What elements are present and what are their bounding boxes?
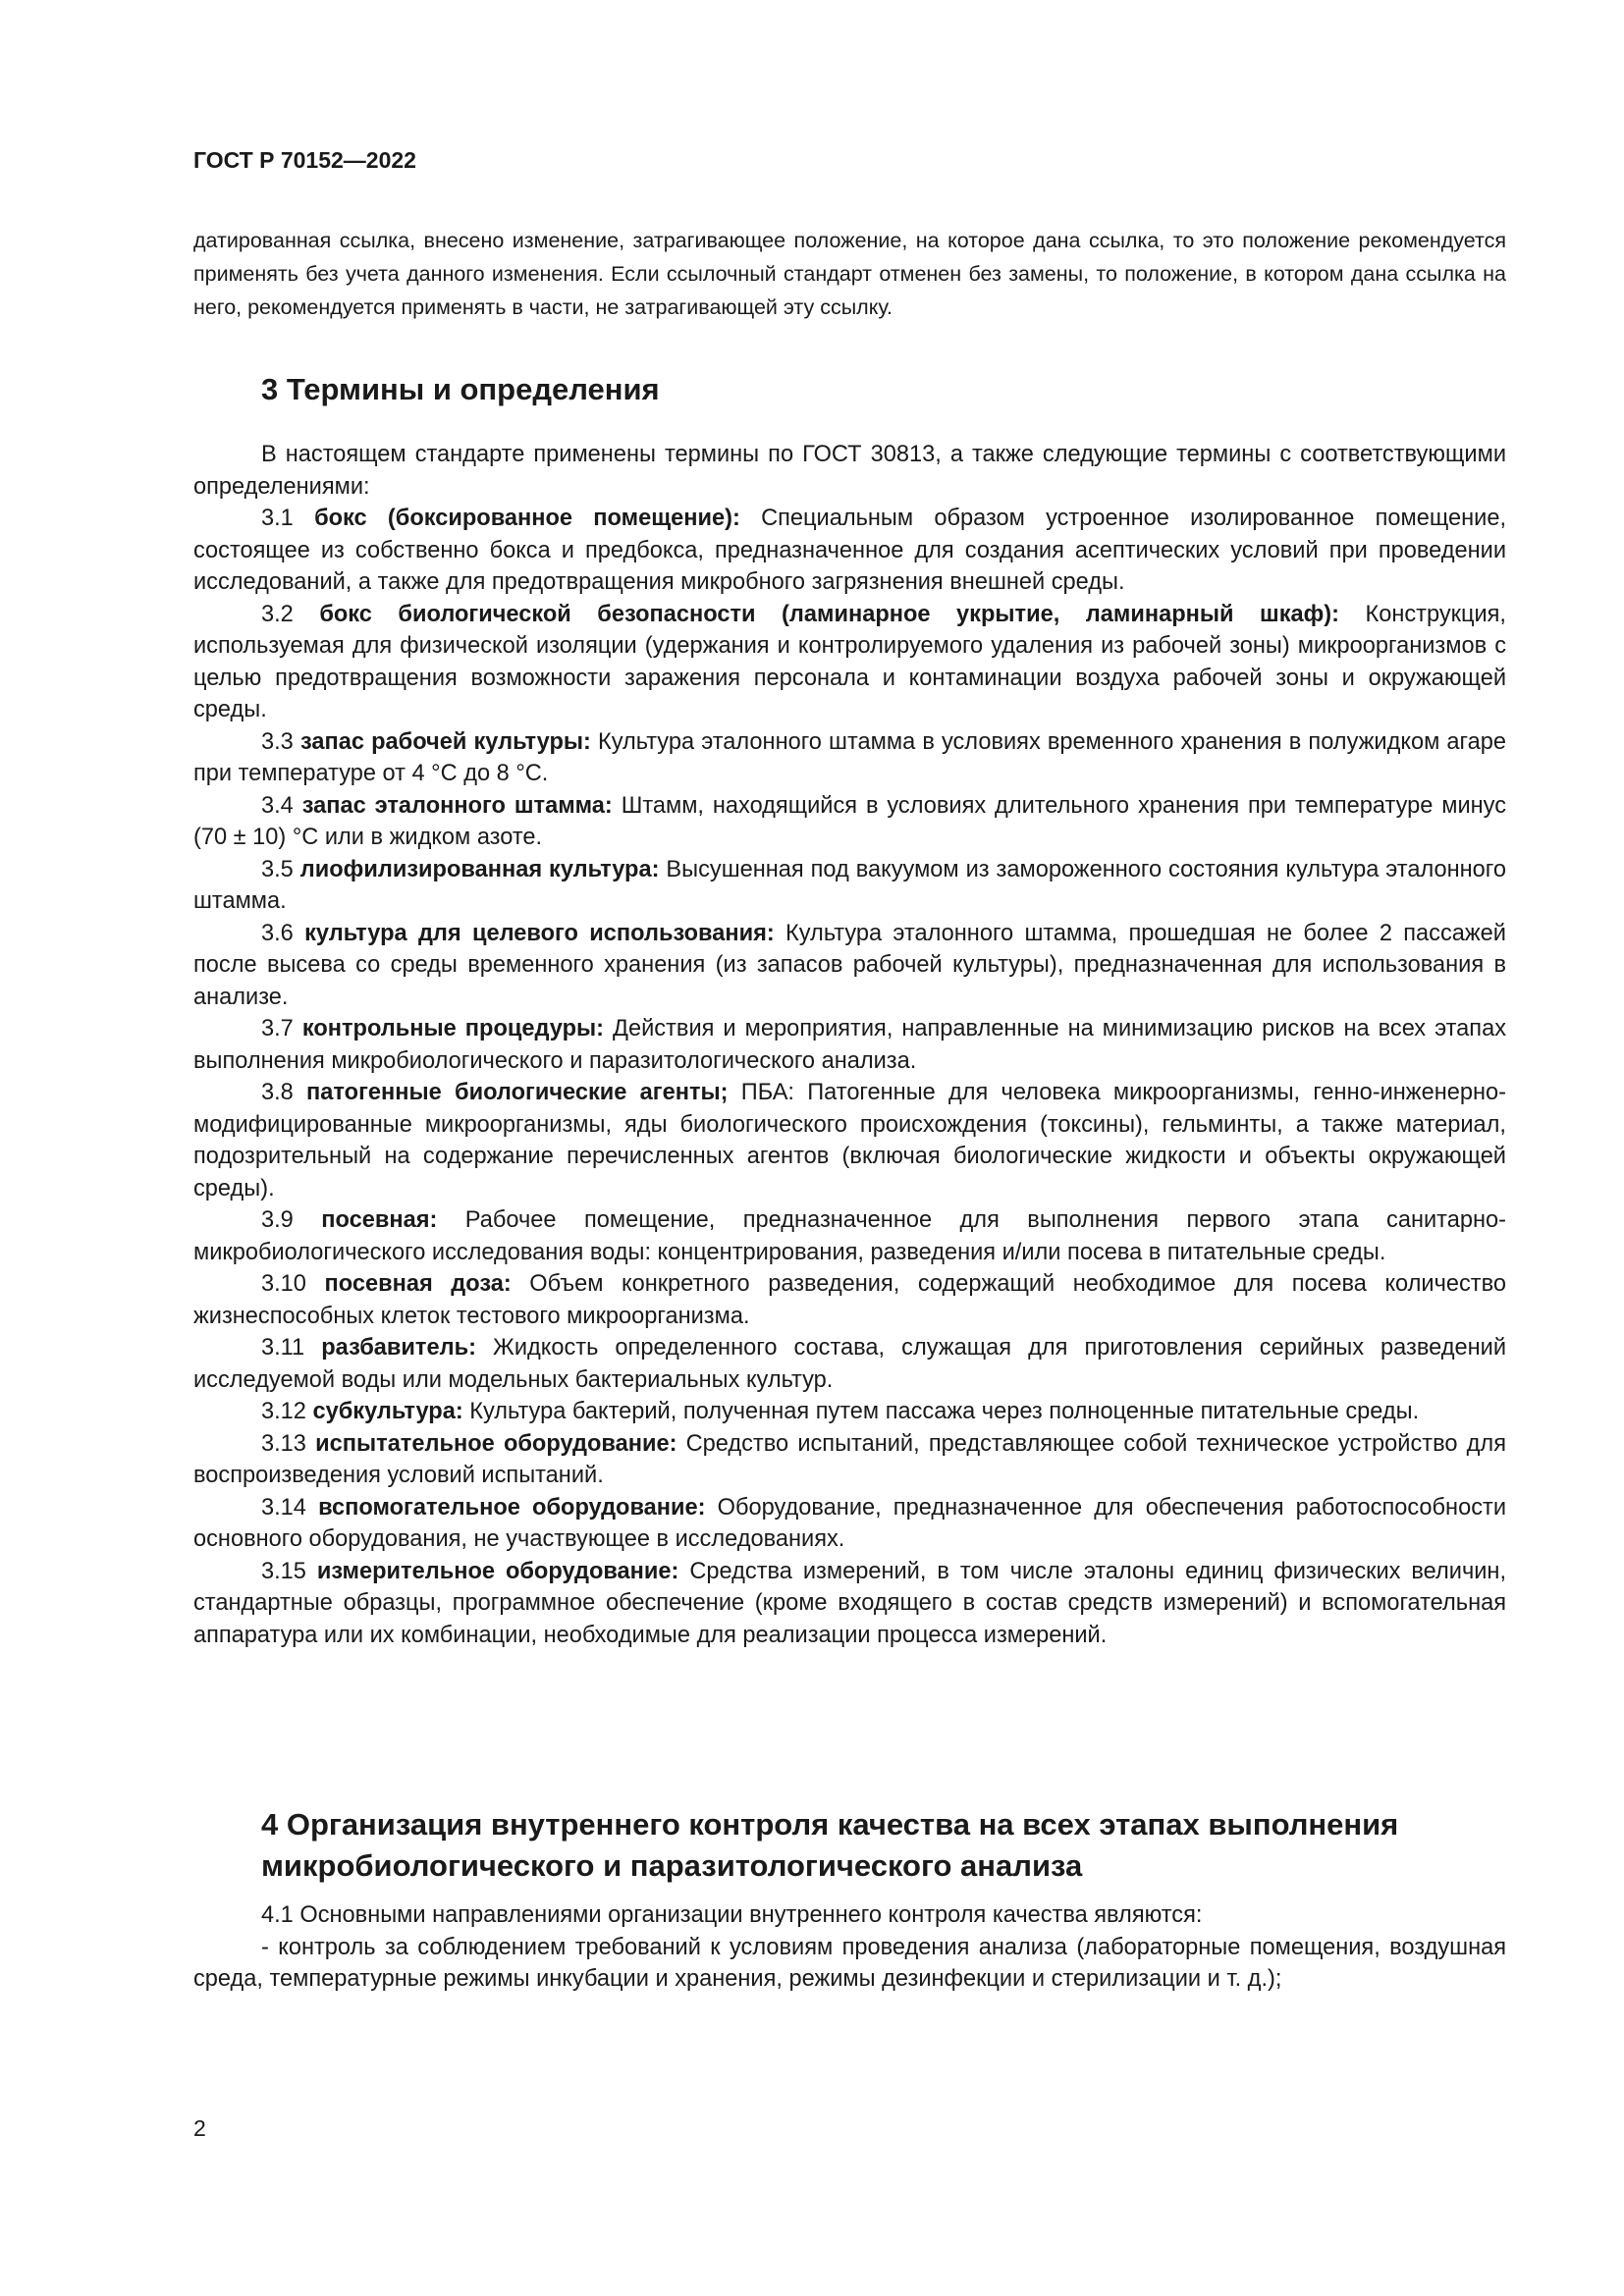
- term-number: 3.3: [261, 728, 294, 755]
- term-name: посевная доза:: [324, 1271, 512, 1297]
- term-text: Средство испытаний, представляющее собой техническое устройство для воспроизведения условий испытаний.: [193, 1430, 1506, 1488]
- term-definition: [193, 1556, 1506, 1652]
- term-name: бокс (боксированное помещение):: [314, 506, 740, 531]
- term-number: 3.9: [261, 1207, 294, 1233]
- term-number: 3.6: [261, 920, 294, 946]
- term-definition: [193, 1077, 1506, 1204]
- intro-paragraph: [193, 224, 1506, 324]
- section-3-lead: В настоящем стандарте применены термины по ГОСТ 30813, а также следующие термины с соответствующими определениями:: [193, 442, 1506, 500]
- term-name: бокс биологической безопасности (ламинарное укрытие, ламинарный шкаф):: [319, 601, 1339, 627]
- term-definition: [193, 854, 1506, 918]
- term-text: Объем конкретного разведения, содержащий необходимое для посева количество жизнеспособных клеток тестового микроорганизма.: [193, 1271, 1506, 1329]
- section-3-title: 3 Термины и определения: [261, 372, 660, 406]
- section-4-paragraph-2: - контроль за соблюдением требований к условиям проведения анализа (лабораторные помещения, воздушная среда, температурные режимы инкубации и хранения, режимы дезинфекции и стерилизации и т. д.);: [193, 1934, 1506, 1992]
- term-text: Рабочее помещение, предназначенное для выполнения первого этапа санитарно-микробиологического исследования воды: концентрирования, разведения и/или посева в питательные среды.: [193, 1207, 1506, 1265]
- term-definition: [193, 599, 1506, 726]
- term-number: 3.11: [261, 1335, 305, 1361]
- term-definition: [193, 503, 1506, 599]
- term-name: патогенные биологические агенты;: [306, 1080, 729, 1105]
- intro-text: датированная ссылка, внесено изменение, затрагивающее положение, на которое дана ссылка, то это положение рекомендуется применять без учета данного изменения. Если ссылочный стандарт отменен без замены, то положение, в котором дана ссылка на него, рекомендуется применять в части, не затрагивающей эту ссылку.: [193, 229, 1506, 319]
- term-definition: [193, 1396, 1506, 1428]
- term-text: Действия и мероприятия, направленные на минимизацию рисков на всех этапах выполнения микробиологического и паразитологического анализа.: [193, 1016, 1506, 1074]
- term-name: вспомогательное оборудование:: [318, 1494, 706, 1521]
- term-name: запас рабочей культуры:: [299, 728, 591, 755]
- term-text: Штамм, находящийся в условиях длительного хранения при температуре минус (70 ± 10) °С или в жидком азоте.: [193, 792, 1507, 850]
- term-definition: [193, 1013, 1506, 1077]
- term-name: испытательное оборудование:: [315, 1430, 677, 1457]
- term-text: Жидкость определенного состава, служащая для приготовления серийных разведений исследуемой воды или модельных бактериальных культур.: [193, 1335, 1506, 1393]
- term-definition: [193, 1268, 1506, 1332]
- section-3-body: [193, 439, 1506, 1651]
- section-4-title: 4 Организация внутреннего контроля качества на всех этапах выполнения микробиологического и паразитологического анализа: [261, 1807, 1399, 1883]
- section-4-body: [193, 1899, 1506, 1996]
- term-definition: [193, 1332, 1506, 1396]
- term-text: Культура эталонного штамма, прошедшая не более 2 пассажей после высева со среды временного хранения (из запасов рабочей культуры), предназначенная для использования в анализе.: [193, 920, 1506, 1010]
- term-number: 3.5: [261, 856, 294, 882]
- term-text: ПБА: Патогенные для человека микроорганизмы, генно-инженерно-модифицированные микроорганизмы, яды биологического происхождения (токсины), гельминты, а также материал, подозрительный на содержание перечисленных агентов (включая биологические жидкости и объекты окружающей среды).: [193, 1080, 1506, 1201]
- term-number: 3.7: [261, 1016, 294, 1041]
- terms-list: [193, 503, 1506, 1651]
- term-number: 3.8: [261, 1080, 294, 1105]
- term-number: 3.4: [261, 792, 294, 819]
- term-text: Специальным образом устроенное изолированное помещение, состоящее из собственно бокса и предбокса, предназначенное для создания асептических условий при проведении исследований, а также для предотвращения микробного загрязнения внешней среды.: [193, 506, 1506, 595]
- term-name: субкультура:: [312, 1399, 463, 1424]
- term-definition: [193, 1492, 1506, 1556]
- section-4-paragraph-1: 4.1 Основными направлениями организации внутреннего контроля качества являются:: [261, 1902, 1203, 1928]
- term-number: 3.12: [261, 1399, 306, 1424]
- term-text: Культура эталонного штамма в условиях временного хранения в полужидком агаре при температуре от 4 °С до 8 °С.: [193, 728, 1506, 786]
- term-text: Средства измерений, в том числе эталоны единиц физических величин, стандартные образцы, программное обеспечение (кроме входящего в состав средств измерений) и вспомогательная аппаратура или их комбинации, необходимые для реализации процесса измерений.: [193, 1558, 1506, 1648]
- term-number: 3.14: [261, 1494, 306, 1521]
- term-name: лиофилизированная культура:: [299, 856, 660, 882]
- page-number: 2: [193, 2115, 206, 2141]
- term-definition: [193, 790, 1506, 854]
- term-name: контрольные процедуры:: [301, 1016, 605, 1041]
- term-definition: [193, 918, 1506, 1014]
- term-text: Конструкция, используемая для физической изоляции (удержания и контролируемого удаления из рабочей зоны) микроорганизмов с целью предотвращения возможности заражения персонала и контаминации воздуха рабочей зоны и окружающей среды.: [193, 601, 1506, 722]
- term-name: разбавитель:: [321, 1335, 476, 1361]
- term-definition: [193, 1428, 1506, 1492]
- term-number: 3.10: [261, 1271, 306, 1297]
- document-code: ГОСТ Р 70152—2022: [193, 147, 416, 173]
- term-name: посевная:: [321, 1207, 438, 1233]
- term-text: Высушенная под вакуумом из замороженного состояния культура эталонного штамма.: [193, 856, 1507, 914]
- term-number: 3.13: [261, 1430, 306, 1457]
- term-definition: [193, 1204, 1506, 1268]
- term-text: Культура бактерий, полученная путем пассажа через полноценные питательные среды.: [469, 1399, 1420, 1424]
- term-number: 3.1: [261, 506, 294, 531]
- term-name: культура для целевого использования:: [304, 920, 775, 946]
- term-name: измерительное оборудование:: [316, 1558, 679, 1584]
- term-text: Оборудование, предназначенное для обеспечения работоспособности основного оборудования, не участвующее в исследованиях.: [193, 1494, 1506, 1552]
- term-number: 3.15: [261, 1558, 306, 1584]
- term-number: 3.2: [261, 601, 294, 627]
- term-definition: [193, 726, 1506, 790]
- term-name: запас эталонного штамма:: [301, 792, 613, 819]
